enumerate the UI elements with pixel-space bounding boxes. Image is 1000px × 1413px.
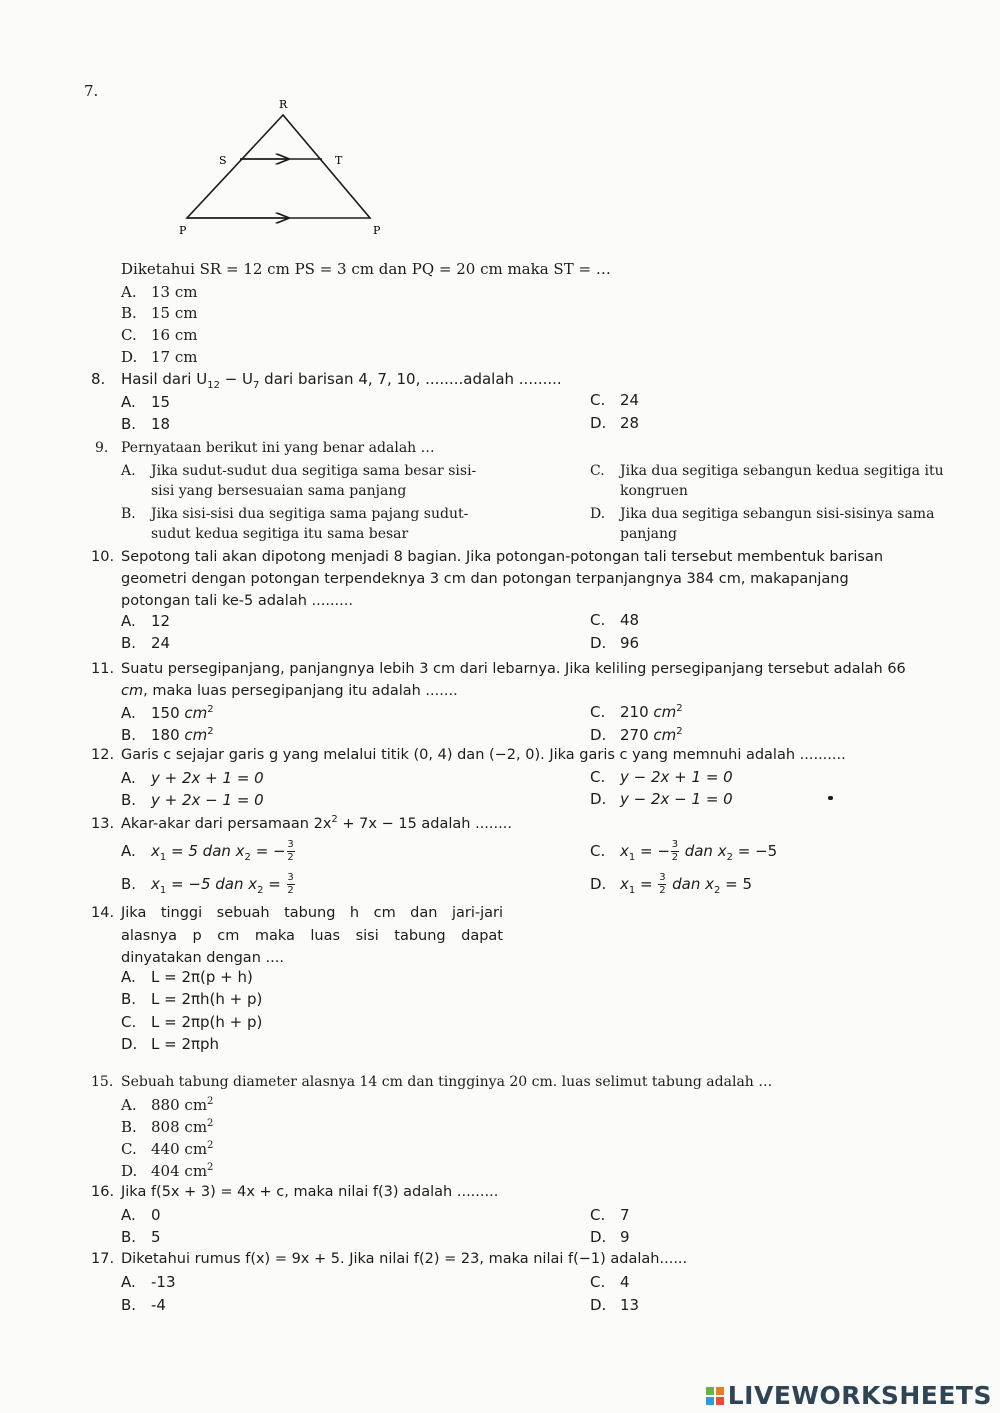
q17-option-d[interactable]: D. 13 [590,1296,640,1314]
q13-option-a[interactable]: A. $x_1 = 5$ dan $x_2$ = − $\frac{3}{2}$ [121,839,294,863]
q10-option-b[interactable]: B. 24 [121,634,171,652]
q11-option-c[interactable]: C. 210 $cm^2$ [590,703,683,721]
q14-option-a[interactable]: A. L = 2π(p + h) [121,968,253,986]
q14-question: 14. Jika tinggi sebuah tabung h cm dan jari-jari alasnya p cm maka luas sisi tabung dapat dinyatakan dengan .... [91,905,503,966]
q7-triangle-figure [170,92,390,242]
q8-option-c[interactable]: C. 24 [590,391,640,409]
q14-option-d[interactable]: D. L = 2πph [121,1035,220,1053]
liveworksheets-logo[interactable] [706,1381,992,1410]
brand-name: LIVEWORKSHEETS [727,1381,992,1410]
q13-option-b[interactable]: B. $x_1 = -5$ dan $x_2$ = $\frac{3}{2}$ [121,872,294,896]
q10-question: 10. Sepotong tali akan dipotong menjadi 8 bagian. Jika potongan-potongan tali tersebut membentuk barisan geometri dengan potongan terpendeknya 3 cm dan potongan terpanjangnya 384 cm, makapanjang potongan tali ke-5 adalah ......... [91,549,884,609]
q9-option-c[interactable]: C. Jika dua segitiga sebangun kedua segitiga itu kongruen [590,463,944,499]
q7-number: 7. [84,82,99,100]
vertex-P-left: P [179,224,187,237]
q8-option-b[interactable]: B. 18 [121,415,171,433]
q12-option-b[interactable]: B. y + 2x − 1 = 0 [121,791,264,809]
q11-option-b[interactable]: B. 180 $cm^2$ [121,726,214,744]
q12-option-d[interactable]: D. y − 2x − 1 = 0 [590,790,733,808]
q16-option-c[interactable]: C. 7 [590,1206,630,1224]
ink-speck [828,796,833,800]
q10-option-c[interactable]: C. 48 [590,611,640,629]
q11-question: 11. Suatu persegipanjang, panjangnya lebih 3 cm dari lebarnya. Jika keliling persegipanjang tersebut adalah 66 cm, maka luas persegipanjang itu adalah ....... [91,661,906,699]
q12-question: 12. Garis c sejajar garis g yang melalui titik (0, 4) dan (−2, 0). Jika garis c yang memnuhi adalah .......... [91,747,846,763]
q12-option-c[interactable]: C. y − 2x + 1 = 0 [590,768,733,786]
q9-option-a[interactable]: A. Jika sudut-sudut dua segitiga sama besar sisi- sisi yang bersesuaian sama panjang [121,463,477,499]
q9-option-b[interactable]: B. Jika sisi-sisi dua segitiga sama pajang sudut- sudut kedua segitiga itu sama besar [121,506,469,542]
q16-option-a[interactable]: A. 0 [121,1206,161,1224]
q16-option-b[interactable]: B. 5 [121,1228,161,1246]
q7-option-d[interactable]: D. 17 cm [121,348,198,366]
q17-option-b[interactable]: B. -4 [121,1296,166,1314]
q15-option-a[interactable]: A. 880 $cm^2$ [121,1096,214,1114]
q7-option-b[interactable]: B. 15 cm [121,304,198,322]
q11-option-d[interactable]: D. 270 $cm^2$ [590,726,683,744]
q7-question: Diketahui SR = 12 cm PS = 3 cm dan PQ = 20 cm maka ST = … [121,260,611,278]
q12-option-a[interactable]: A. y + 2x + 1 = 0 [121,769,264,787]
q17-question: 17. Diketahui rumus f(x) = 9x + 5. Jika nilai f(2) = 23, maka nilai f(−1) adalah...... [91,1251,688,1267]
q17-option-a[interactable]: A. -13 [121,1273,176,1291]
q8-question: 8. Hasil dari $U_{12} - U_7$ dari barisan 4, 7, 10, ........adalah ......... [91,370,562,391]
q8-option-d[interactable]: D. 28 [590,414,640,432]
q13-option-c[interactable]: C. $x_1$ = − $\frac{3}{2}$ dan $x_2 = -5$ [590,839,778,863]
q10-option-d[interactable]: D. 96 [590,634,640,652]
q16-question: 16. Jika f(5x + 3) = 4x + c, maka nilai f(3) adalah ......... [91,1184,499,1200]
q9-option-d[interactable]: D. Jika dua segitiga sebangun sisi-sisinya sama panjang [590,506,935,542]
q17-option-c[interactable]: C. 4 [590,1273,630,1291]
vertex-R: R [279,98,288,111]
q14-option-c[interactable]: C. L = 2πp(h + p) [121,1013,263,1031]
q16-option-d[interactable]: D. 9 [590,1228,630,1246]
q13-option-d[interactable]: D. $x_1$ = $\frac{3}{2}$ dan $x_2 = 5$ [590,872,753,896]
q7-option-a[interactable]: A. 13 cm [121,283,198,301]
vertex-P-right: P [373,224,381,237]
q11-option-a[interactable]: A. 150 $cm^2$ [121,704,214,722]
triangle-outline [187,115,370,218]
q15-question: 15. Sebuah tabung diameter alasnya 14 cm dan tingginya 20 cm. luas selimut tabung adalah … [91,1074,773,1090]
q10-option-a[interactable]: A. 12 [121,612,171,630]
q13-question: 13. Akar-akar dari persamaan $2x^2 + 7x - 15$ adalah ........ [91,814,512,832]
liveworksheets-grid-icon [706,1387,724,1405]
vertex-T: T [335,154,343,167]
q15-option-d[interactable]: D. 404 $cm^2$ [121,1162,214,1180]
q15-option-b[interactable]: B. 808 $cm^2$ [121,1118,214,1136]
q8-option-a[interactable]: A. 15 [121,393,171,411]
q14-option-b[interactable]: B. L = 2πh(h + p) [121,990,263,1008]
q15-option-c[interactable]: C. 440 $cm^2$ [121,1140,214,1158]
vertex-S: S [219,154,227,167]
q7-option-c[interactable]: C. 16 cm [121,326,198,344]
q9-question: 9. Pernyataan berikut ini yang benar adalah … [95,440,435,456]
